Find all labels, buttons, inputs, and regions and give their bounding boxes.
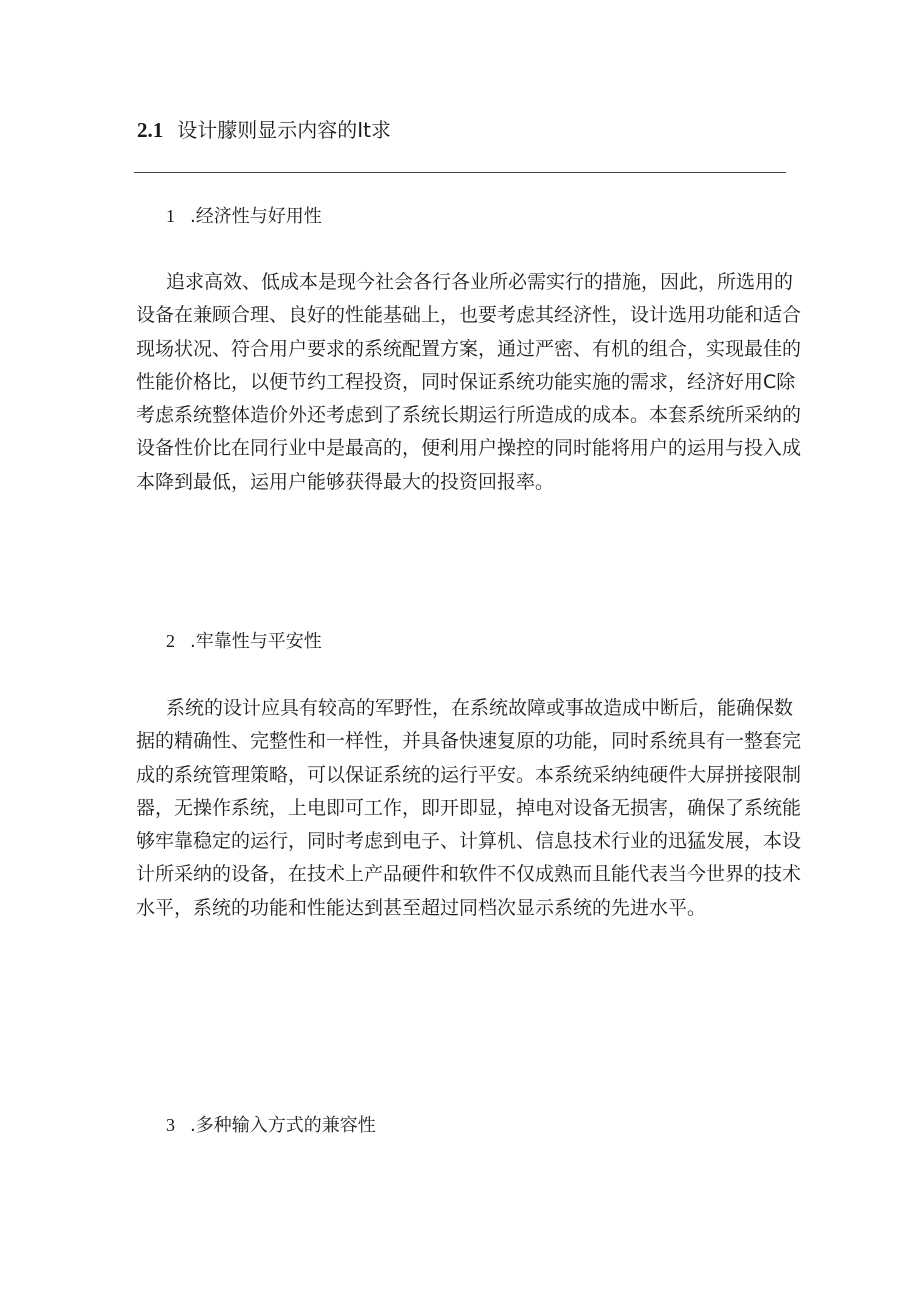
heading-divider	[134, 172, 786, 173]
subsection-number: 1	[166, 206, 175, 226]
paragraph-line: 现场状况、符合用户要求的系统配置方案，通过严密、有机的组合，实现最佳的	[136, 337, 802, 360]
section-title: 设计朦则显示内容的It求	[177, 118, 391, 142]
paragraph-line: 水平，系统的功能和性能达到甚至超过同档次显示系统的先进水平。	[136, 896, 707, 919]
subsection-title: .牢靠性与平安性	[190, 631, 322, 652]
paragraph-line: 计所采纳的设备，在技术上产品硬件和软件不仅成熟而且能代表当今世界的技术	[136, 863, 802, 886]
paragraph-line: 设备在兼顾合理、良好的性能基础上，也要考虑其经济性，设计选用功能和适合	[136, 304, 802, 327]
paragraph-line: 成的系统管理策略，可以保证系统的运行平安。本系统采纳纯硬件大屏拼接限制	[136, 763, 802, 786]
paragraph-line: 本降到最低，运用户能够获得最大的投资回报率。	[136, 470, 555, 493]
subsection-2-heading	[166, 628, 322, 655]
subsection-1-paragraph	[136, 266, 802, 499]
paragraph-line: 考虑系统整体造价外还考虑到了系统长期运行所造成的成本。本套系统所采纳的	[136, 404, 802, 427]
subsection-number: 2	[166, 631, 175, 651]
section-heading	[137, 116, 391, 144]
paragraph-line: 系统的设计应具有较高的军野性，在系统故障或事故造成中断后，能确保数	[166, 697, 794, 719]
subsection-title: .多种输入方式的兼容性	[190, 1115, 376, 1136]
section-number: 2.1	[137, 118, 164, 142]
subsection-title: .经济性与好用性	[190, 206, 322, 227]
paragraph-line: 性能价格比，以便节约工程投资，同时保证系统功能实施的需求，经济好用C除	[136, 370, 796, 393]
subsection-number: 3	[166, 1115, 175, 1135]
subsection-2-paragraph	[136, 692, 802, 925]
paragraph-line: 器，无操作系统，上电即可工作，即开即显，掉电对设备无损害，确保了系统能	[136, 796, 802, 819]
subsection-3-heading	[166, 1112, 376, 1139]
paragraph-line: 设备性价比在同行业中是最高的，便利用户操控的同时能将用户的运用与投入成	[136, 437, 802, 460]
paragraph-line: 追求高效、低成本是现今社会各行各业所必需实行的措施，因此，所选用的	[166, 271, 794, 293]
paragraph-line: 够牢靠稳定的运行，同时考虑到电子、计算机、信息技术行业的迅猛发展，本设	[136, 830, 802, 853]
subsection-1-heading	[166, 203, 322, 230]
paragraph-line: 据的精确性、完整性和一样性，并具备快速复原的功能，同时系统具有一整套完	[136, 730, 802, 753]
